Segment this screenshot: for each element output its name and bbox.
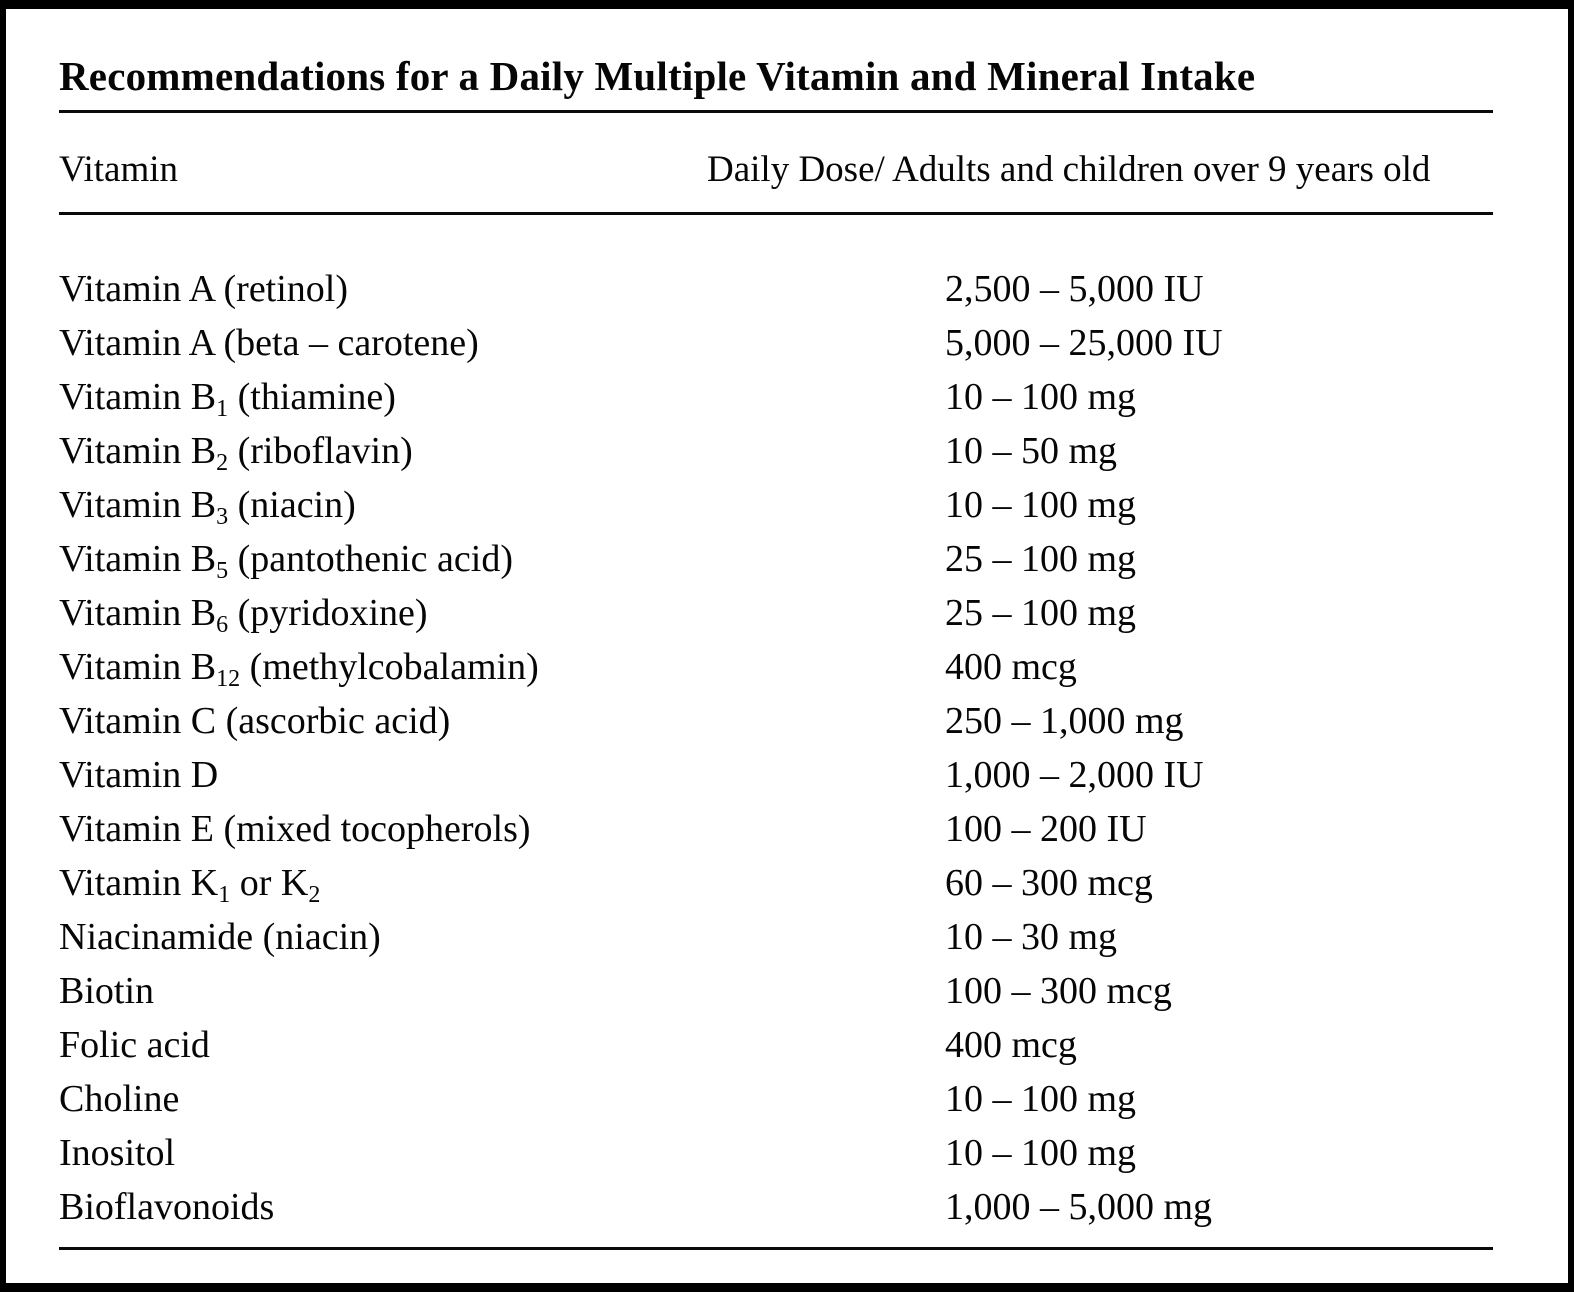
vitamin-name: Biotin	[59, 970, 155, 1012]
dose-value: 25 – 100 mg	[945, 538, 1137, 580]
vitamin-name: Vitamin $B_1$ (thiamine)	[59, 376, 396, 422]
vitamin-name: Vitamin A (beta – carotene)	[59, 322, 479, 364]
divider-bottom	[59, 1247, 1493, 1250]
column-header-vitamin: Vitamin	[59, 149, 179, 190]
table-row	[59, 424, 1493, 478]
vitamin-name: Vitamin $B_2$ (riboflavin)	[59, 430, 413, 476]
table-row	[59, 802, 1493, 856]
dose-value: 100 – 300 mcg	[945, 970, 1172, 1012]
vitamin-name: Folic acid	[59, 1024, 210, 1066]
table-header-row	[59, 147, 1493, 193]
dose-value: 10 – 30 mg	[945, 916, 1118, 958]
table-title: Recommendations for a Daily Multiple Vitamin and Mineral Intake	[59, 53, 1256, 99]
dose-value: 25 – 100 mg	[945, 592, 1137, 634]
vitamin-name: Vitamin $B_3$ (niacin)	[59, 484, 356, 530]
dose-value: 10 – 100 mg	[945, 484, 1137, 526]
table-row	[59, 964, 1493, 1018]
dose-value: 400 mcg	[945, 646, 1077, 688]
vitamin-number-subscript: 3	[216, 504, 229, 530]
divider-under-title	[59, 110, 1493, 113]
vitamin-name: Vitamin $B_{12}$ (methylcobalamin)	[59, 646, 539, 692]
dose-value: 10 – 100 mg	[945, 1132, 1137, 1174]
vitamin-number-subscript: 1	[218, 882, 231, 908]
table-row	[59, 1018, 1493, 1072]
dose-value: 5,000 – 25,000 IU	[945, 322, 1223, 364]
dose-value: 60 – 300 mcg	[945, 862, 1153, 904]
table-row	[59, 532, 1493, 586]
vitamin-name: Vitamin $K_1$ or $K_2$	[59, 862, 321, 908]
vitamin-name: Vitamin E (mixed tocopherols)	[59, 808, 531, 850]
table-row	[59, 478, 1493, 532]
table-content	[59, 9, 1493, 1250]
table-row	[59, 1180, 1493, 1234]
vitamin-number-subscript: 5	[216, 558, 229, 584]
table-row	[59, 262, 1493, 316]
vitamin-name: Vitamin C (ascorbic acid)	[59, 700, 451, 742]
vitamin-number-subscript: 2	[308, 882, 321, 908]
vitamin-name: Bioflavonoids	[59, 1186, 275, 1228]
dose-value: 10 – 50 mg	[945, 430, 1118, 472]
table-row	[59, 856, 1493, 910]
table-row	[59, 316, 1493, 370]
vitamin-number-subscript: 1	[216, 396, 229, 422]
dose-value: 10 – 100 mg	[945, 1078, 1137, 1120]
vitamin-name: Niacinamide (niacin)	[59, 916, 381, 958]
dose-value: 100 – 200 IU	[945, 808, 1147, 850]
vitamin-number-subscript: 2	[216, 450, 229, 476]
vitamin-number-subscript: 6	[216, 612, 229, 638]
dose-value: 2,500 – 5,000 IU	[945, 268, 1204, 310]
table-row	[59, 586, 1493, 640]
dose-value: 1,000 – 5,000 mg	[945, 1186, 1213, 1228]
table-row	[59, 1072, 1493, 1126]
dose-value: 1,000 – 2,000 IU	[945, 754, 1204, 796]
vitamin-name: Vitamin D	[59, 754, 219, 796]
table-row	[59, 370, 1493, 424]
vitamin-name: Vitamin $B_5$ (pantothenic acid)	[59, 538, 513, 584]
dose-value: 250 – 1,000 mg	[945, 700, 1184, 742]
table-body	[59, 262, 1493, 1234]
vitamin-name: Inositol	[59, 1132, 176, 1174]
vitamin-number-subscript: 12	[216, 666, 241, 692]
dose-value: 10 – 100 mg	[945, 376, 1137, 418]
vitamin-name: Vitamin $B_6$ (pyridoxine)	[59, 592, 428, 638]
table-row	[59, 748, 1493, 802]
vitamin-name: Vitamin A (retinol)	[59, 268, 349, 310]
column-header-daily-dose: Daily Dose/ Adults and children over 9 years old	[707, 149, 1431, 190]
dose-value: 400 mcg	[945, 1024, 1077, 1066]
table-row	[59, 640, 1493, 694]
table-row	[59, 1126, 1493, 1180]
vitamin-name: Choline	[59, 1078, 180, 1120]
table-row	[59, 910, 1493, 964]
table-row	[59, 694, 1493, 748]
divider-under-header	[59, 212, 1493, 215]
